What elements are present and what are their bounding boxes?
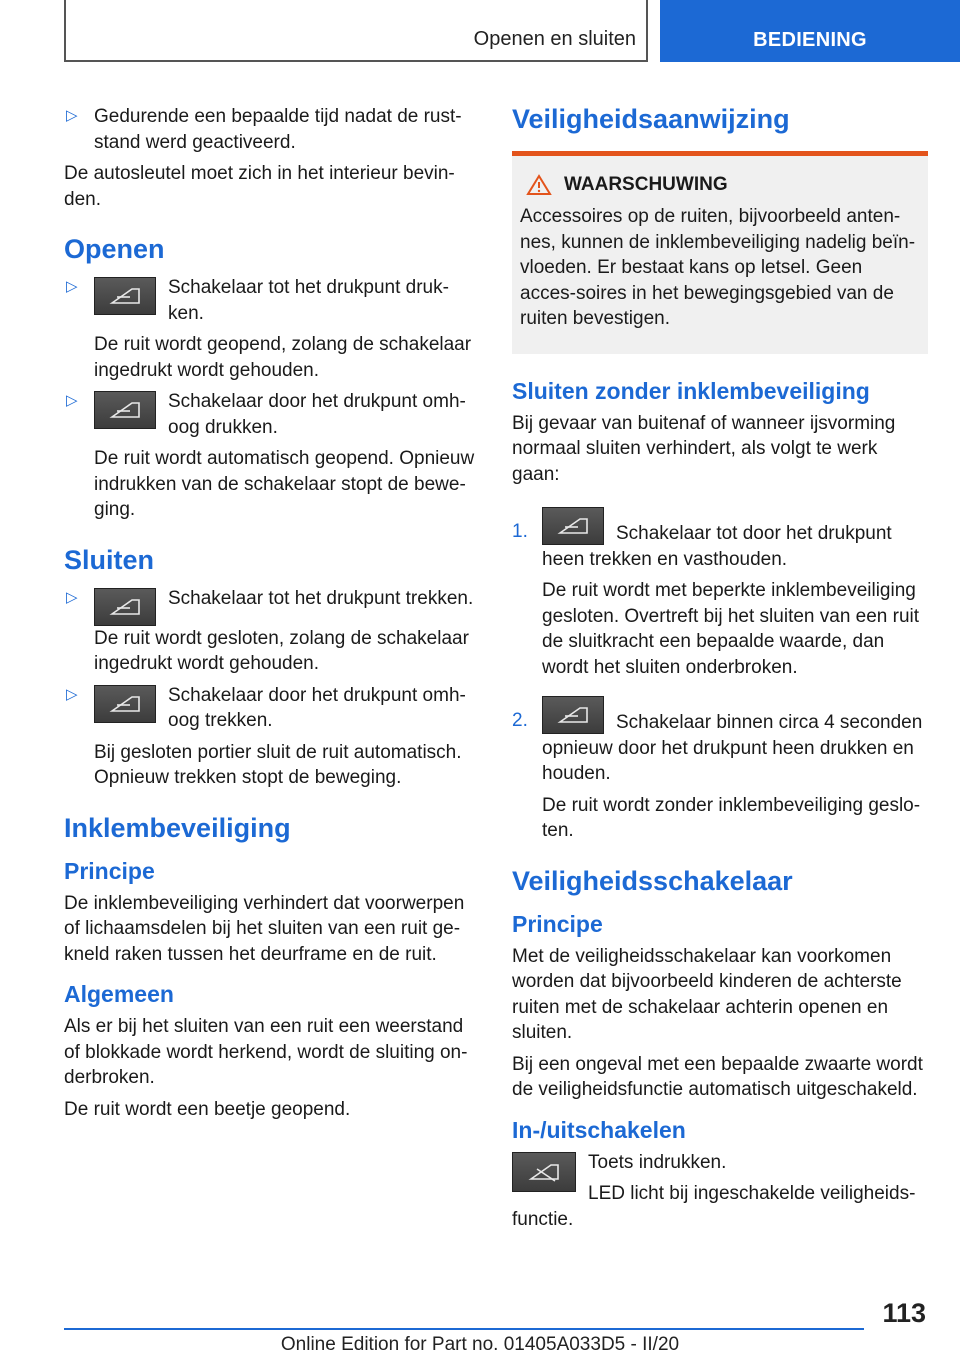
algemeen-text-2: De ruit wordt een beetje geopend. [64, 1098, 351, 1120]
triangle-right-icon: ▷ [66, 588, 78, 606]
sluiten-result-2: Bij gesloten portier sluit de ruit automatisch. Opnieuw trekken stopt de beweging. [94, 741, 462, 788]
triangle-right-icon: ▷ [66, 685, 78, 703]
window-lock-switch-icon [512, 1152, 576, 1192]
chapter-title: BEDIENING [753, 29, 867, 51]
heading-principe: Principe [64, 857, 155, 884]
list-item [64, 586, 482, 677]
step-2-result: De ruit wordt zonder inklembeveiliging geslo-ten. [542, 794, 921, 841]
list-item [64, 275, 482, 383]
left-column [64, 104, 482, 1128]
step-number: 1. [512, 521, 528, 542]
triangle-right-icon: ▷ [66, 392, 78, 409]
header-section-title: Openen en sluiten [473, 28, 636, 50]
sluiten-result-1: De ruit wordt gesloten, zolang de schakelaar ingedrukt wordt gehouden. [94, 627, 469, 674]
triangle-right-icon: ▷ [66, 278, 78, 295]
footer-edition: Online Edition for Part no. 01405A033D5 - II/20 [280, 1334, 680, 1355]
vs-principe-text-2: Bij een ongeval met een bepaalde zwaarte wordt de veiligheidsfunctie automatisch uitgeschakeld. [512, 1053, 923, 1100]
openen-action-1: Schakelaar tot het drukpunt druk-ken. [168, 277, 449, 324]
vs-principe-text-1: Met de veiligheidsschakelaar kan voorkomen worden dat bijvoorbeeld kinderen de achterste ruiten met de schakelaar achterin openen en sluiten. [512, 945, 902, 1043]
step-1-result: De ruit wordt met beperkte inklembeveiliging gesloten. Overtreft bij het sluiten van een ruit de sluitkracht een bepaalde waarde, dan wordt het sluiten onderbroken. [542, 580, 920, 678]
footer-divider [64, 1328, 864, 1330]
triangle-right-icon: ▷ [66, 107, 78, 124]
inuit-text-2: LED licht bij ingeschakelde veiligheids-functie. [512, 1183, 916, 1230]
heading-inklembeveiliging: Inklembeveiliging [64, 812, 291, 843]
list-item [64, 104, 482, 155]
sluiten-action-2: Schakelaar door het drukpunt omh-oog trekken. [168, 684, 466, 731]
principe-text: De inklembeveiliging verhindert dat voorwerpen of lichaamsdelen bij het sluiten van een ruit ge-kneld raken tussen het deurframe en de ruit. [64, 892, 465, 965]
sluiten-action-1: Schakelaar tot het drukpunt trekken. [168, 587, 474, 609]
step-number: 2. [512, 710, 528, 731]
list-item [64, 389, 482, 523]
heading-openen: Openen [64, 234, 165, 264]
sluiten-zonder-text: Bij gevaar van buitenaf of wanneer ijsvorming normaal sluiten verhindert, als volgt te werk gaan: [512, 412, 896, 485]
window-switch-icon [94, 588, 156, 626]
warning-text: Accessoires op de ruiten, bijvoorbeeld anten-nes, kunnen de inklembeveiliging nadelig beïn-vloeden. Er bestaat kans op letsel. Geen acces-soires in het bewegingsgebied van de ruiten bevestigen. [520, 206, 916, 329]
step-1-action: Schakelaar tot door het drukpunt heen trekken en vasthouden. [542, 523, 892, 570]
heading-algemeen: Algemeen [64, 981, 174, 1007]
openen-action-2: Schakelaar door het drukpunt omh-oog drukken. [168, 391, 466, 438]
window-switch-icon [94, 277, 156, 315]
list-item [512, 694, 928, 844]
openen-result-2: De ruit wordt automatisch geopend. Opnieuw indrukken van de schakelaar stopt de bewe-ging. [94, 448, 475, 520]
inuit-text-1: Toets indrukken. [588, 1151, 727, 1173]
page-number: 113 [882, 1298, 926, 1328]
openen-result-1: De ruit wordt geopend, zolang de schakelaar ingedrukt wordt gehouden. [94, 334, 472, 381]
right-column [512, 104, 928, 1238]
heading-principe-2: Principe [512, 910, 603, 937]
intro-text: De autosleutel moet zich in het interieur bevin-den. [64, 163, 455, 210]
inuit-block [512, 1150, 928, 1233]
heading-veiligheidsaanwijzing: Veiligheidsaanwijzing [512, 104, 790, 134]
intro-bullet-text: Gedurende een bepaalde tijd nadat de rust-stand werd geactiveerd. [94, 106, 462, 153]
heading-sluiten: Sluiten [64, 544, 155, 575]
window-switch-icon [94, 685, 156, 723]
warning-title: WAARSCHUWING [564, 174, 728, 195]
list-item [64, 683, 482, 791]
window-switch-icon [542, 507, 604, 545]
heading-sluiten-zonder: Sluiten zonder inklembeveiliging [512, 377, 870, 404]
window-switch-icon [542, 696, 604, 734]
heading-veiligheidsschakelaar: Veiligheidsschakelaar [512, 865, 793, 896]
list-item [512, 505, 928, 680]
header-chapter-tab [660, 0, 960, 62]
step-2-action: Schakelaar binnen circa 4 seconden opnieuw door het drukpunt heen drukken en houden. [542, 712, 923, 784]
window-switch-icon [94, 391, 156, 429]
heading-in-uitschakelen: In-/uitschakelen [512, 1116, 686, 1143]
warning-box [512, 151, 928, 354]
warning-triangle-icon [526, 174, 552, 196]
algemeen-text-1: Als er bij het sluiten van een ruit een weerstand of blokkade wordt herkend, wordt de sluiting on-derbroken. [64, 1016, 468, 1088]
